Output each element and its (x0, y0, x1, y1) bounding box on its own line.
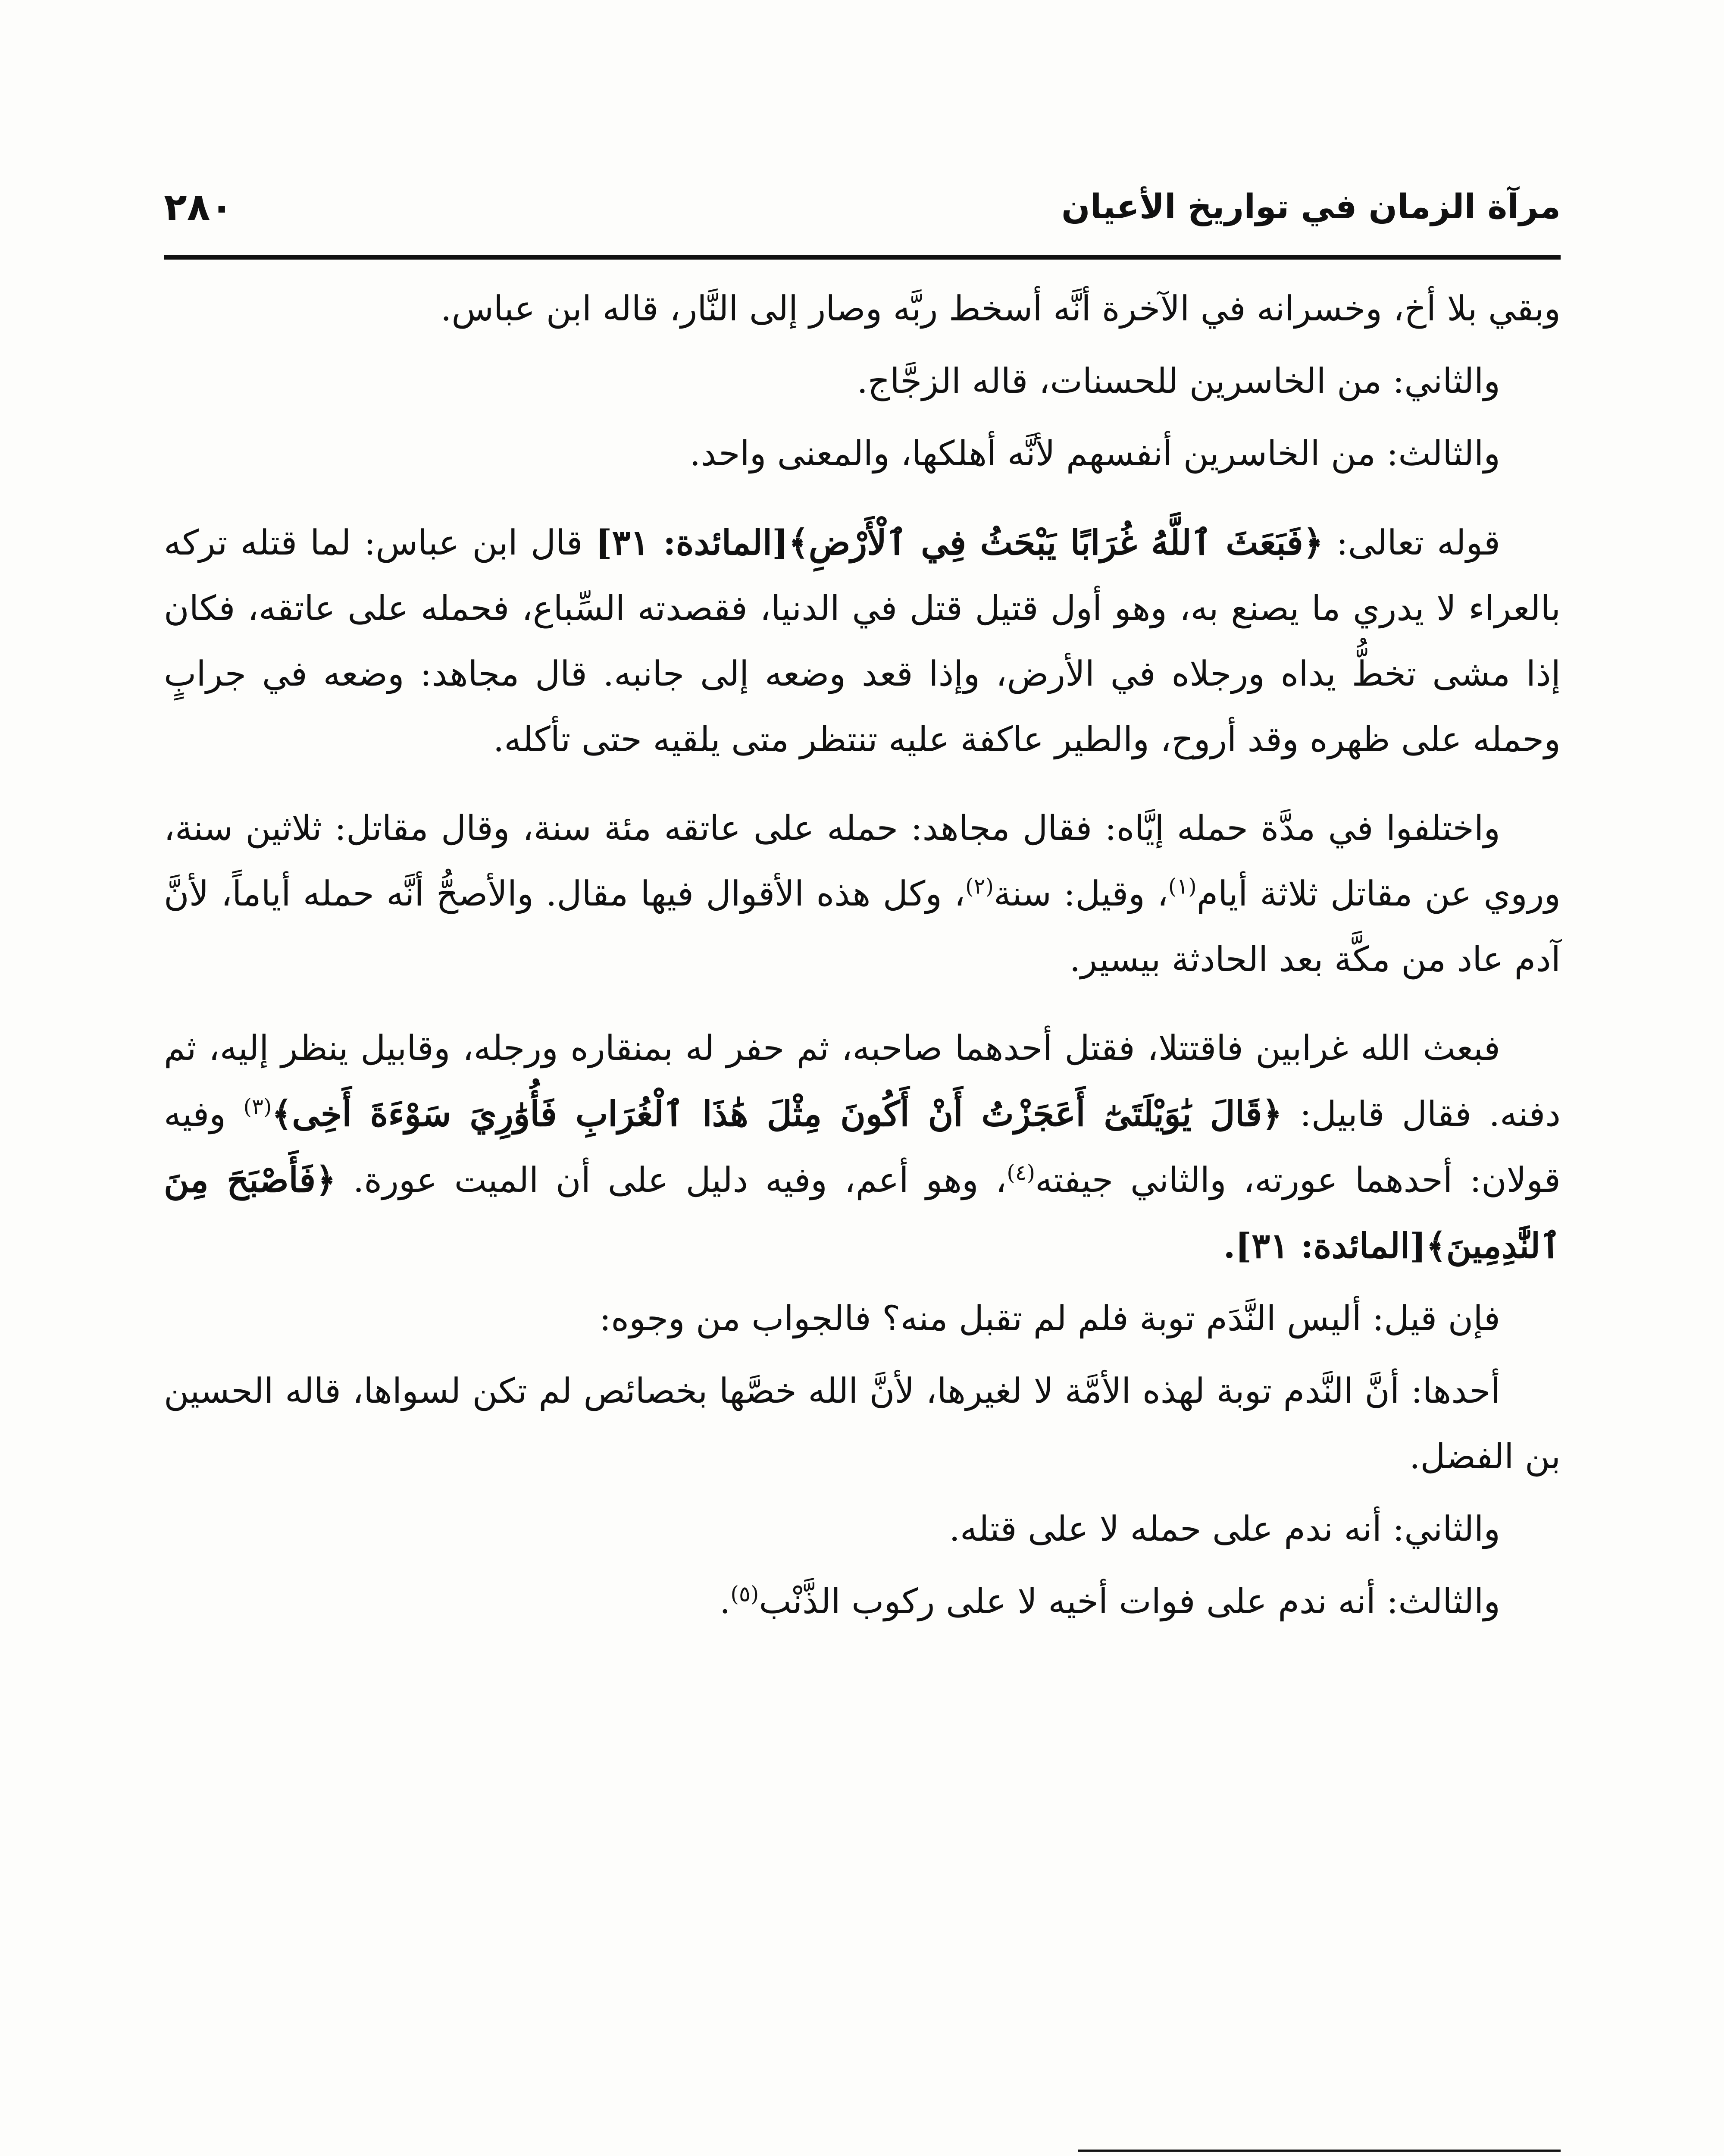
book-title: مرآة الزمان في تواريخ الأعيان (1061, 188, 1561, 226)
paragraph-10 (164, 1569, 1561, 1634)
paragraph-7: فإن قيل: أليس النَّدَم توبة فلم لم تقبل منه؟ فالجواب من وجوه: (599, 1298, 1500, 1338)
paragraph-6 (164, 1015, 1561, 1279)
paragraph-6-text-a: فبعث الله غرابين فاقتتلا، فقتل أحدهما صاحبه، ثم حفر له بمنقاره ورجله، وقابيل ينظر إليه، ثم دفنه. فقال قابيل: (164, 1028, 1561, 1134)
paragraph-4-intro: قوله تعالى: (1323, 523, 1500, 563)
paragraph-6-text-c: ، وهو أعم، وفيه دليل على أن الميت عورة. (336, 1160, 1007, 1200)
footnote-separator (1078, 2150, 1561, 2152)
footnote-marker-3: (٣) (243, 1094, 272, 1119)
paragraph-5 (164, 796, 1561, 992)
quran-verse: ﴿فَأَصْبَحَ مِنَ ٱلنَّٰدِمِينَ﴾ (164, 1159, 1561, 1266)
paragraph-5-text-c: ، وكل هذه الأقوال فيها مقال. والأصحُّ أنَّه حمله أياماً، لأنَّ آدم عاد من مكَّة بعد الحادثة بيسير. (164, 874, 1561, 979)
footnote-marker-5: (٥) (730, 1581, 759, 1607)
quran-verse: ﴿قَالَ يَٰوَيْلَتَىٰٓ أَعَجَزْتُ أَنْ أَكُونَ مِثْلَ هَٰذَا ٱلْغُرَابِ فَأُوَٰرِيَ سَوْءَةَ أَخِى﴾ (272, 1094, 1283, 1134)
paragraph-5-text-b: ، وقيل: سنة (993, 874, 1168, 914)
header-rule (164, 255, 1561, 260)
paragraph-10-text-a: والثالث: أنه ندم على فوات أخيه لا على ركوب الذَّنْب (759, 1581, 1500, 1621)
paragraph-3: والثالث: من الخاسرين أنفسهم لأنَّه أهلكها، والمعنى واحد. (689, 433, 1500, 473)
paragraph-1: وبقي بلا أخ، وخسرانه في الآخرة أنَّه أسخط ربَّه وصار إلى النَّار، قاله ابن عباس. (440, 288, 1561, 329)
footnote-marker-1: (١) (1168, 874, 1197, 899)
running-header (164, 177, 1561, 237)
quran-verse: ﴿فَبَعَثَ ٱللَّهُ غُرَابًا يَبْحَثُ فِي ٱلْأَرْضِ﴾ (788, 522, 1324, 563)
paragraph-9: والثاني: أنه ندم على حمله لا على قتله. (949, 1509, 1500, 1549)
page-number: ٢٨٠ (164, 185, 234, 229)
paragraph-6-text-b: وفيه قولان: أحدهما عورته، والثاني جيفته (164, 1094, 1561, 1200)
verse-reference: [المائدة: ٣١]. (1223, 1225, 1426, 1266)
paragraph-8: أحدها: أنَّ النَّدم توبة لهذه الأمَّة لا لغيرها، لأنَّ الله خصَّها بخصائص لم تكن لسواها، قاله الحسين بن الفضل. (164, 1371, 1561, 1476)
paragraph-4-text: قال ابن عباس: لما قتله تركه بالعراء لا يدري ما يصنع به، وهو أول قتيل قتل في الدنيا، فقصدته السِّباع، فحمله على عاتقه، فكان إذا مشى تخطُّ يداه ورجلاه في الأرض، وإذا قعد وضعه إلى جانبه. قال مجاهد: وضعه في جرابٍ وحمله على ظهره وقد أروح، والطير عاكفة عليه تنتظر متى يلقيه حتى تأكله. (164, 523, 1561, 759)
paragraph-2: والثاني: من الخاسرين للحسنات، قاله الزجَّاج. (857, 361, 1500, 401)
main-text (164, 276, 1561, 1658)
paragraph-10-text-b: . (719, 1581, 731, 1621)
paragraph-5-text-a: واختلفوا في مدَّة حمله إيَّاه: فقال مجاهد: حمله على عاتقه مئة سنة، وقال مقاتل: ثلاثين سنة، وروي عن مقاتل ثلاثة أيام (164, 808, 1561, 914)
footnote-marker-2: (٢) (965, 874, 994, 899)
paragraph-4 (164, 510, 1561, 772)
footnote-marker-4: (٤) (1007, 1160, 1036, 1185)
verse-reference: [المائدة: ٣١] (595, 522, 788, 563)
